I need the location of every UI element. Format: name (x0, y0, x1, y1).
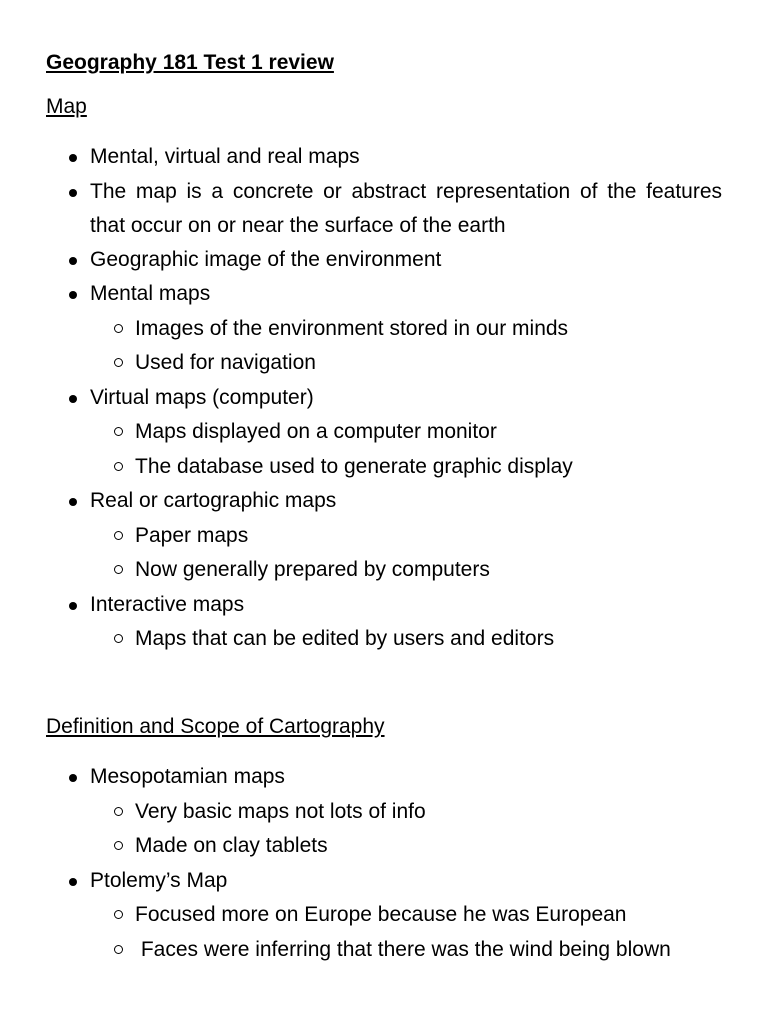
list-item: Real or cartographic maps (0, 484, 768, 519)
list-item: Faces were inferring that there was the wind being blown (0, 933, 768, 968)
list-item: The map is a concrete or abstract representation of the features that occur on or near the surface of the earth (0, 175, 768, 243)
list-item: Made on clay tablets (0, 829, 768, 864)
bullet-icon (69, 395, 77, 403)
list-item: Geographic image of the environment (0, 243, 768, 278)
bullet-icon (69, 189, 77, 197)
circle-bullet-icon (114, 531, 123, 540)
list-item: Very basic maps not lots of info (0, 795, 768, 830)
list-item: Mental, virtual and real maps (0, 140, 768, 175)
list-item: The database used to generate graphic display (0, 450, 768, 485)
list-item: Mental maps (0, 277, 768, 312)
circle-bullet-icon (114, 910, 123, 919)
bullet-icon (69, 498, 77, 506)
list-item: Focused more on Europe because he was European (0, 898, 768, 933)
list-item: Now generally prepared by computers (0, 553, 768, 588)
bullet-icon (69, 291, 77, 299)
list-item: Maps displayed on a computer monitor (0, 415, 768, 450)
list-item: Ptolemy’s Map (0, 864, 768, 899)
bullet-icon (69, 774, 77, 782)
list-item: Interactive maps (0, 588, 768, 623)
cartography-bullet-list (0, 760, 768, 967)
list-item: Paper maps (0, 519, 768, 554)
bullet-icon (69, 878, 77, 886)
list-item: Maps that can be edited by users and editors (0, 622, 768, 657)
circle-bullet-icon (114, 462, 123, 471)
bullet-icon (69, 154, 77, 162)
document-title: Geography 181 Test 1 review (46, 51, 334, 74)
list-item: Mesopotamian maps (0, 760, 768, 795)
map-bullet-list (0, 140, 768, 657)
list-item: Used for navigation (0, 346, 768, 381)
section-heading-map: Map (46, 95, 87, 118)
bullet-icon (69, 602, 77, 610)
circle-bullet-icon (114, 565, 123, 574)
circle-bullet-icon (114, 634, 123, 643)
circle-bullet-icon (114, 324, 123, 333)
section-heading-cartography: Definition and Scope of Cartography (46, 715, 385, 738)
circle-bullet-icon (114, 841, 123, 850)
circle-bullet-icon (114, 807, 123, 816)
list-item: Virtual maps (computer) (0, 381, 768, 416)
circle-bullet-icon (114, 358, 123, 367)
circle-bullet-icon (114, 945, 123, 954)
list-item: Images of the environment stored in our minds (0, 312, 768, 347)
circle-bullet-icon (114, 427, 123, 436)
bullet-icon (69, 257, 77, 265)
